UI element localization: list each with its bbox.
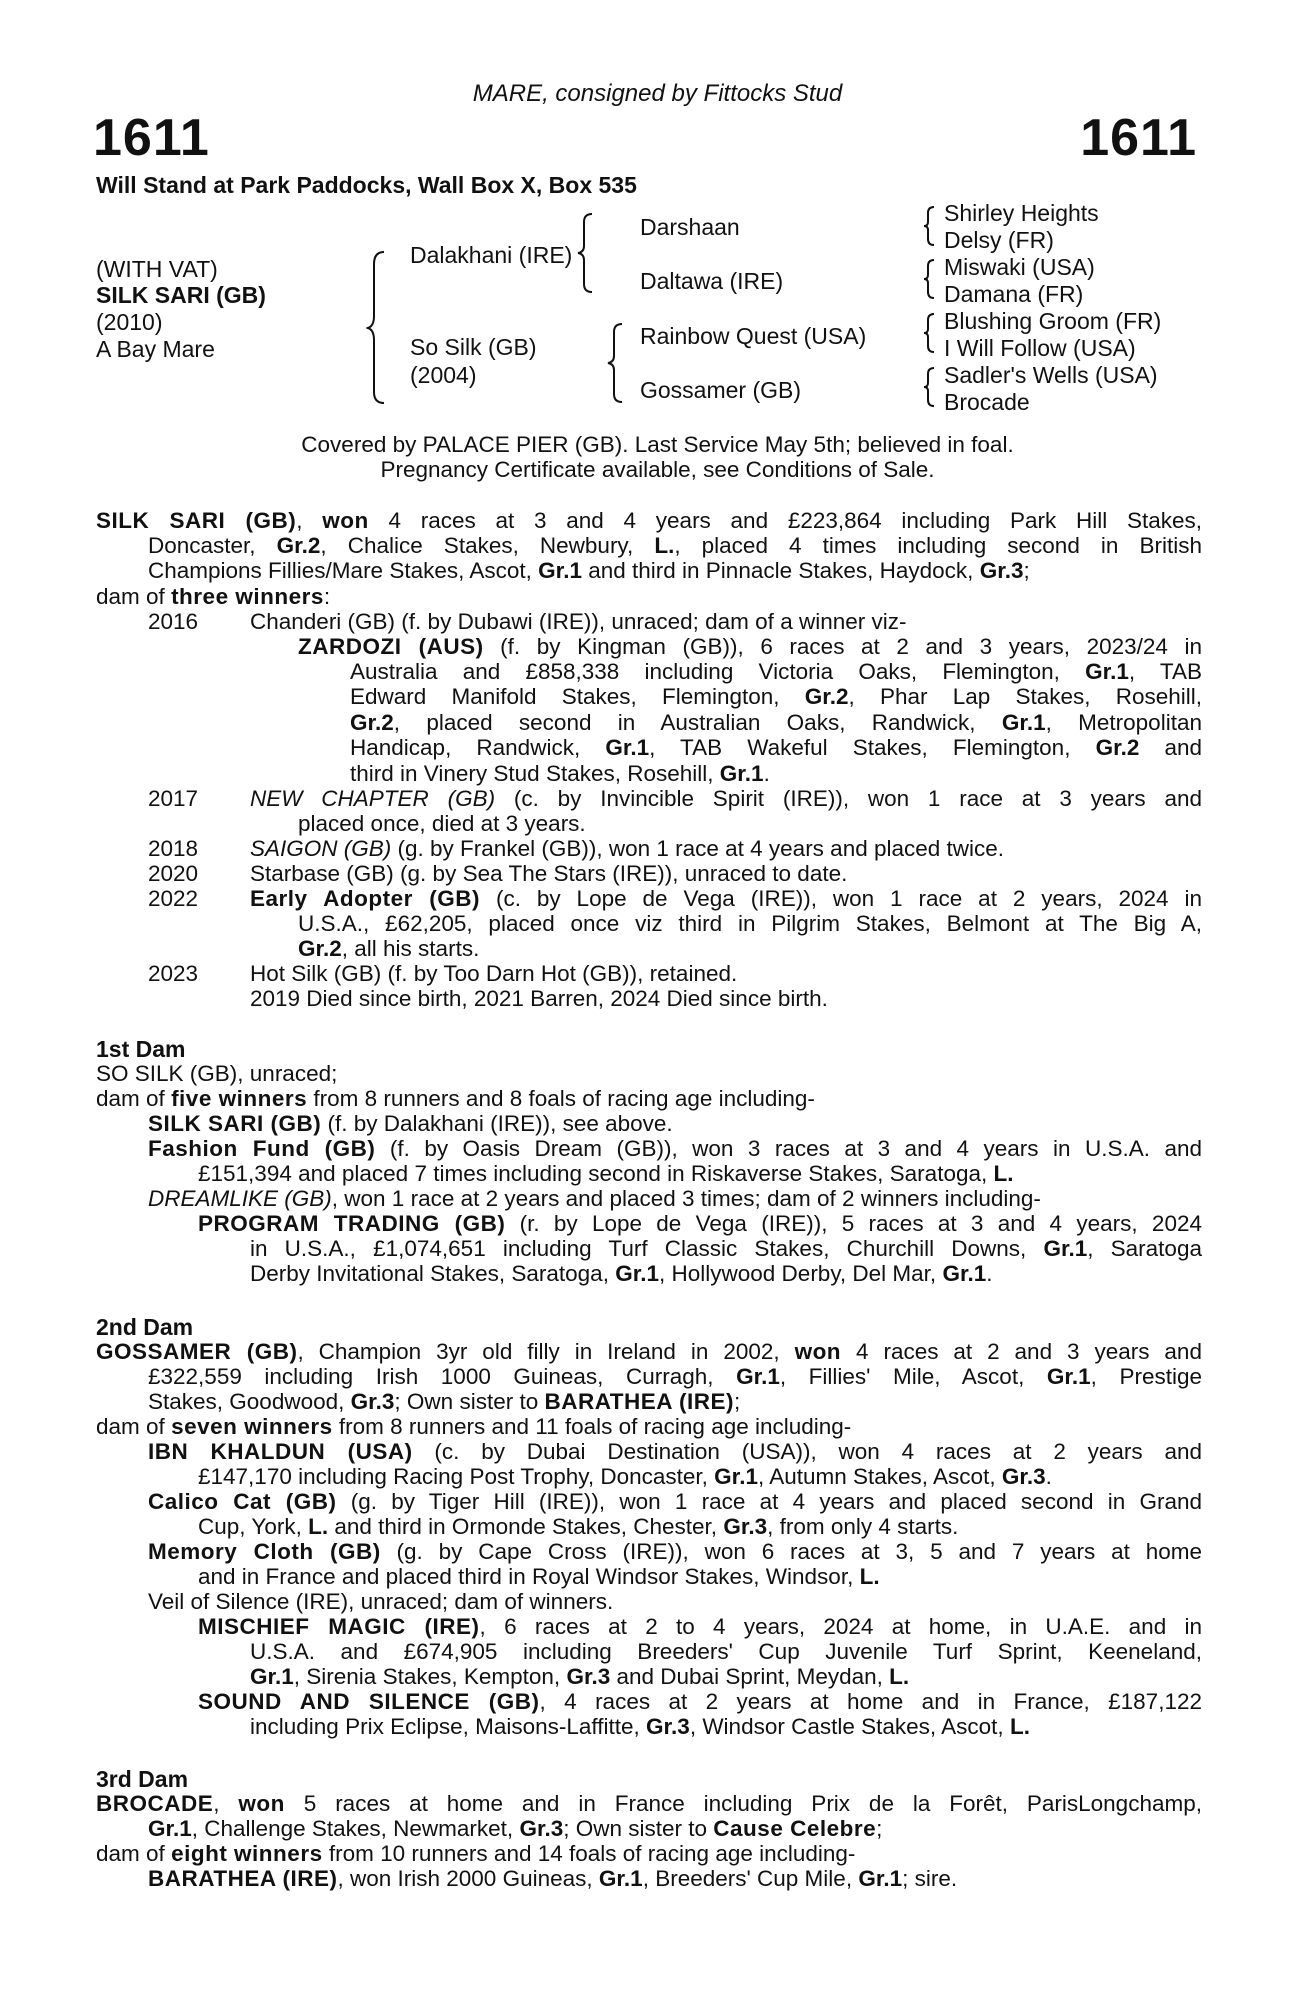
catalogue-subtitle: MARE, consigned by Fittocks Stud	[472, 80, 843, 107]
horse-name-bold: PROGRAM TRADING (GB)	[198, 1211, 506, 1236]
grade-label: Gr.2	[804, 684, 849, 710]
horse-name-bold: IBN KHALDUN (USA)	[148, 1439, 413, 1464]
pedigree-ggs3: Miswaki (USA)	[944, 254, 1095, 280]
record-text: (f. by Kingman (GB)), 6 races at 2 and 3 years, 2023/24 in	[500, 634, 1202, 659]
grade-label: Gr.1	[736, 1364, 780, 1389]
produce-year: 2023	[148, 961, 199, 986]
pedigree-dam: So Silk (GB)	[410, 334, 537, 360]
dam3-dam-of	[96, 1841, 855, 1866]
produce-text: placed once, died at 3 years.	[298, 811, 586, 836]
record-text: Handicap, Randwick,	[350, 735, 581, 761]
horse-name-bold: Memory Cloth (GB)	[148, 1539, 381, 1564]
grade-label: Gr.2	[350, 709, 394, 735]
horse-name-bold: ZARDOZI (AUS)	[298, 634, 484, 659]
winners-count: five winners	[171, 1086, 308, 1111]
dam1-foal	[148, 1111, 673, 1136]
horse-name: SILK SARI (GB)	[96, 282, 266, 308]
grade-label: Gr.3	[350, 1389, 395, 1415]
produce-name: Early Adopter (GB)	[250, 886, 481, 911]
record-text: , TAB Wakeful Stakes, Flemington,	[649, 735, 1071, 761]
produce-entry	[250, 836, 1004, 861]
race-record: SILK SARI (GB), won 4 races at 3 and 4 years and £223,864 including Park Hill Stakes,	[96, 508, 1202, 533]
grade-label: Gr.2	[298, 936, 342, 962]
record-text: from 8 runners and 11 foals of racing age including-	[338, 1414, 852, 1439]
grade-label: Gr.1	[858, 1866, 903, 1891]
stand-location: Will Stand at Park Paddocks, Wall Box X, Box 535	[96, 172, 637, 198]
record-text: , Phar Lap Stakes, Rosehill,	[848, 684, 1202, 710]
horse-name-bold: MISCHIEF MAGIC (IRE)	[198, 1614, 480, 1639]
dam2-heading: 2nd Dam	[96, 1314, 194, 1340]
zardozi-entry-cont	[350, 659, 1202, 786]
record-text: .	[986, 1261, 993, 1287]
record-text: dam of	[96, 1841, 165, 1866]
grade-label: Gr.1	[538, 558, 582, 584]
pedigree-ggs2: Delsy (FR)	[944, 227, 1054, 253]
dam2-foal: Veil of Silence (IRE), unraced; dam of winners.	[148, 1589, 614, 1614]
horse-year: (2010)	[96, 309, 163, 335]
record-text: , 4 races at 2 years at home and in France, £187,122	[539, 1689, 1202, 1714]
record-text: , Saratoga	[1087, 1236, 1202, 1261]
grade-label: Gr.3	[566, 1664, 611, 1690]
dam2-foal	[148, 1489, 1202, 1514]
race-record-cont	[148, 533, 1202, 584]
record-text: Champions Fillies/Mare Stakes, Ascot,	[148, 558, 532, 584]
record-text: .	[1045, 1464, 1052, 1489]
horse-name-bold: BROCADE	[96, 1791, 214, 1816]
pedigree-gs1: Darshaan	[640, 214, 740, 240]
record-text: (r. by Lope de Vega (IRE)), 5 races at 3 and 4 years, 2024	[519, 1211, 1202, 1236]
record-text: ;	[876, 1816, 883, 1841]
pedigree-brace-g3	[922, 312, 936, 354]
produce-entry	[250, 786, 1202, 811]
zardozi-entry	[298, 634, 1202, 659]
winners-count: three winners	[171, 584, 324, 609]
record-text: from 10 runners and 14 foals of racing age including-	[328, 1841, 856, 1866]
won-label: won	[322, 508, 369, 533]
listed-label: L.	[889, 1664, 910, 1690]
pedigree-ggs4: Damana (FR)	[944, 281, 1084, 307]
pedigree-gs2: Daltawa (IRE)	[640, 268, 784, 294]
dam1-heading: 1st Dam	[96, 1036, 186, 1062]
pedigree-brace-g4	[922, 366, 936, 408]
record-text: , Chalice Stakes, Newbury,	[320, 533, 634, 558]
grade-label: Gr.1	[714, 1464, 758, 1489]
pedigree-sire: Dalakhani (IRE)	[410, 242, 573, 268]
dam1-dam-of	[96, 1086, 815, 1111]
record-text: dam of	[96, 584, 165, 609]
produce-text: Starbase (GB) (g. by Sea The Stars (IRE)), unraced to date.	[250, 861, 848, 886]
grade-label: Gr.3	[519, 1816, 564, 1841]
record-text: and third in Pinnacle Stakes, Haydock,	[588, 558, 974, 584]
pedigree-dam-year: (2004)	[410, 362, 477, 388]
record-text: 4 races at 3 and 4 years and £223,864 including Park Hill Stakes,	[388, 508, 1202, 533]
dam2-grandfoal	[198, 1614, 1202, 1639]
record-text: , Fillies' Mile, Ascot,	[779, 1364, 1025, 1389]
pedigree-ggs8: Brocade	[944, 389, 1030, 415]
record-text: 5 races at home and in France including Prix de la Forêt, ParisLongchamp,	[303, 1791, 1202, 1816]
produce-name: NEW CHAPTER (GB)	[250, 786, 496, 811]
horse-name-bold: Fashion Fund (GB)	[148, 1136, 376, 1161]
dam2-grandfoal-cont	[250, 1639, 1202, 1690]
winners-count: eight winners	[171, 1841, 323, 1866]
dam2-foal-cont	[198, 1514, 958, 1539]
dam1-line: SO SILK (GB), unraced;	[96, 1061, 338, 1086]
listed-label: L.	[654, 533, 675, 558]
produce-entry-cont	[298, 911, 1202, 962]
record-text: Edward Manifold Stakes, Flemington,	[350, 684, 780, 710]
record-text: , Breeders' Cup Mile,	[642, 1866, 853, 1891]
horse-description: A Bay Mare	[96, 336, 215, 362]
record-text: ;	[1023, 558, 1030, 584]
dam1-grandfoal-cont	[250, 1236, 1202, 1287]
record-text: , Champion 3yr old filly in Ireland in 2002,	[297, 1339, 780, 1364]
record-text: and third in Ormonde Stakes, Chester,	[334, 1514, 718, 1539]
produce-text: Hot Silk (GB) (f. by Too Darn Hot (GB)), retained.	[250, 961, 738, 986]
pedigree-brace-g1	[922, 205, 936, 247]
dam1-foal	[148, 1136, 1202, 1161]
horse-name-bold: Cause Celebre	[713, 1816, 877, 1841]
record-text: dam of	[96, 1414, 165, 1439]
listed-label: L.	[1009, 1714, 1030, 1739]
record-text: and Dubai Sprint, Meydan,	[616, 1664, 883, 1690]
horse-name-bold: BARATHEA (IRE)	[148, 1866, 338, 1891]
grade-label: Gr.1	[1043, 1236, 1088, 1261]
record-text: (g. by Tiger Hill (IRE)), won 1 race at 4 years and placed second in Grand	[350, 1489, 1202, 1514]
record-text: ; Own sister to	[563, 1816, 708, 1841]
grade-label: Gr.3	[979, 558, 1024, 584]
pedigree-ggs6: I Will Follow (USA)	[944, 335, 1136, 361]
produce-entry	[250, 886, 1202, 911]
record-text: from 8 runners and 8 foals of racing age including-	[313, 1086, 815, 1111]
pedigree-ggs7: Sadler's Wells (USA)	[944, 362, 1158, 388]
record-text: , Prestige	[1090, 1364, 1202, 1389]
grade-label: Gr.1	[719, 760, 764, 786]
produce-year: 2016	[148, 609, 199, 634]
record-text: £147,170 including Racing Post Trophy, Doncaster,	[198, 1464, 708, 1489]
horse-name-bold: BARATHEA (IRE)	[544, 1389, 734, 1415]
dam2-foal	[148, 1539, 1202, 1564]
record-text: Doncaster,	[148, 533, 256, 558]
record-text: ; sire.	[902, 1866, 958, 1891]
dam2-record-cont	[148, 1364, 1202, 1415]
grade-label: Gr.1	[1046, 1364, 1091, 1389]
covered-line-2: Pregnancy Certificate available, see Conditions of Sale.	[380, 457, 935, 482]
grade-label: Gr.2	[1095, 735, 1140, 761]
grade-label: Gr.1	[605, 735, 650, 761]
dam2-grandfoal-cont	[250, 1714, 1030, 1739]
record-text: , Sirenia Stakes, Kempton,	[293, 1664, 561, 1690]
record-text: , TAB	[1128, 659, 1202, 684]
record-text: (f. by Dalakhani (IRE)), see above.	[327, 1111, 673, 1136]
grade-label: Gr.1	[1085, 659, 1129, 684]
produce-year: 2017	[148, 786, 199, 811]
record-text: ;	[733, 1389, 741, 1415]
dam1-foal	[148, 1186, 1041, 1211]
record-text: , placed 4 times including second in British	[674, 533, 1202, 558]
pedigree-gs3: Rainbow Quest (USA)	[640, 323, 867, 349]
won-label: won	[794, 1339, 842, 1364]
dam2-record	[96, 1339, 1202, 1364]
record-text: and in France and placed third in Royal Windsor Stakes, Windsor,	[198, 1564, 854, 1589]
record-text: (f. by Oasis Dream (GB)), won 3 races at 3 and 4 years in U.S.A. and	[389, 1136, 1202, 1161]
record-text: Australia and £858,338 including Victoria Oaks, Flemington,	[350, 659, 1060, 684]
record-text: ; Own sister to	[394, 1389, 539, 1415]
covered-line-1: Covered by PALACE PIER (GB). Last Service May 5th; believed in foal.	[301, 432, 1014, 457]
listed-label: L.	[993, 1161, 1014, 1186]
pedigree-ggs1: Shirley Heights	[944, 200, 1099, 226]
listed-label: L.	[308, 1514, 329, 1539]
record-text: Derby Invitational Stakes, Saratoga,	[250, 1261, 609, 1287]
record-text: , Windsor Castle Stakes, Ascot,	[689, 1714, 1004, 1739]
record-text: , Autumn Stakes, Ascot,	[757, 1464, 996, 1489]
dam3-foal	[148, 1866, 957, 1891]
vat-note: (WITH VAT)	[96, 256, 218, 282]
record-text: £322,559 including Irish 1000 Guineas, Curragh,	[148, 1364, 714, 1389]
produce-name: DREAMLIKE (GB)	[148, 1186, 332, 1211]
dam1-foal-cont	[198, 1161, 1014, 1186]
record-text: U.S.A. and £674,905 including Breeders' Cup Juvenile Turf Sprint, Keeneland,	[250, 1639, 1202, 1664]
dam2-grandfoal	[198, 1689, 1202, 1714]
record-text: Cup, York,	[198, 1514, 302, 1539]
produce-text: Chanderi (GB) (f. by Dubawi (IRE)), unraced; dam of a winner viz-	[250, 609, 907, 634]
dam2-foal-cont	[198, 1464, 1052, 1489]
produce-year: 2020	[148, 861, 199, 886]
dam3-record-cont	[148, 1816, 882, 1841]
winners-count: seven winners	[171, 1414, 333, 1439]
record-text: £151,394 and placed 7 times including second in Riskaverse Stakes, Saratoga,	[198, 1161, 988, 1186]
horse-name-bold: GOSSAMER (GB)	[96, 1339, 298, 1364]
record-text: Stakes, Goodwood,	[148, 1389, 345, 1415]
produce-year: 2022	[148, 886, 199, 911]
produce-text: 2019 Died since birth, 2021 Barren, 2024 Died since birth.	[250, 986, 828, 1011]
produce-text: (g. by Frankel (GB)), won 1 race at 4 years and placed twice.	[397, 836, 1005, 861]
lot-number-right: 1611	[1080, 109, 1197, 167]
dam1-grandfoal	[198, 1211, 1202, 1236]
pedigree-gs4: Gossamer (GB)	[640, 377, 802, 403]
horse-name-bold: SILK SARI (GB)	[148, 1111, 322, 1136]
grade-label: Gr.1	[1001, 709, 1046, 735]
dam-of-line	[96, 584, 330, 609]
record-text: (g. by Cape Cross (IRE)), won 6 races at 3, 5 and 7 years at home	[396, 1539, 1202, 1564]
record-text: :	[323, 584, 331, 609]
record-text: , Metropolitan	[1045, 709, 1202, 735]
record-text: third in Vinery Stud Stakes, Rosehill,	[350, 760, 714, 786]
record-text: and	[1164, 735, 1202, 761]
produce-text: (c. by Invincible Spirit (IRE)), won 1 race at 3 years and	[513, 786, 1202, 811]
pedigree-brace-dam	[606, 322, 626, 404]
pedigree-ggs5: Blushing Groom (FR)	[944, 308, 1162, 334]
record-text: dam of	[96, 1086, 165, 1111]
record-text: .	[763, 760, 770, 786]
grade-label: Gr.3	[1001, 1464, 1046, 1489]
grade-label: Gr.3	[723, 1514, 768, 1539]
dam2-foal	[148, 1439, 1202, 1464]
produce-name: SAIGON (GB)	[250, 836, 392, 861]
grade-label: Gr.1	[250, 1664, 294, 1690]
dam3-heading: 3rd Dam	[96, 1766, 189, 1792]
produce-text: , all his starts.	[341, 936, 480, 962]
listed-label: L.	[859, 1564, 880, 1589]
record-text: , Challenge Stakes, Newmarket,	[191, 1816, 514, 1841]
produce-year: 2018	[148, 836, 199, 861]
record-text: 4 races at 2 and 3 years and	[856, 1339, 1202, 1364]
produce-text: U.S.A., £62,205, placed once viz third in Pilgrim Stakes, Belmont at The Big A,	[298, 911, 1202, 936]
record-text: , won 1 race at 2 years and placed 3 times; dam of 2 winners including-	[331, 1186, 1041, 1211]
lot-number-left: 1611	[93, 109, 210, 167]
pedigree-brace-g2	[922, 258, 936, 300]
dam2-foal-cont	[198, 1564, 880, 1589]
grade-label: Gr.3	[646, 1714, 690, 1739]
horse-name-bold: SOUND AND SILENCE (GB)	[198, 1689, 540, 1714]
horse-name-bold: Calico Cat (GB)	[148, 1489, 337, 1514]
pedigree-brace-main	[366, 250, 388, 405]
dam3-record: BROCADE, won 5 races at home and in France including Prix de la Forêt, ParisLongchamp,	[96, 1791, 1202, 1816]
record-text: , Hollywood Derby, Del Mar,	[659, 1261, 937, 1287]
won-label: won	[238, 1791, 285, 1816]
dam2-dam-of	[96, 1414, 851, 1439]
record-text: , placed second in Australian Oaks, Randwick,	[393, 709, 976, 735]
grade-label: Gr.1	[615, 1261, 659, 1287]
record-text: , won Irish 2000 Guineas,	[337, 1866, 593, 1891]
grade-label: Gr.2	[276, 533, 321, 558]
pedigree-brace-sire	[576, 212, 596, 294]
record-text: in U.S.A., £1,074,651 including Turf Classic Stakes, Churchill Downs,	[250, 1236, 1027, 1261]
produce-text: (c. by Lope de Vega (IRE)), won 1 race at 2 years, 2024 in	[495, 886, 1202, 911]
record-text: , 6 races at 2 to 4 years, 2024 at home, in U.A.E. and in	[479, 1614, 1202, 1639]
grade-label: Gr.1	[598, 1866, 643, 1891]
horse-name-bold: SILK SARI (GB)	[96, 508, 297, 533]
record-text: , from only 4 starts.	[767, 1514, 959, 1539]
grade-label: Gr.1	[148, 1816, 192, 1841]
record-text: (c. by Dubai Destination (USA)), won 4 races at 2 years and	[434, 1439, 1202, 1464]
record-text: including Prix Eclipse, Maisons-Laffitte,	[250, 1714, 640, 1739]
grade-label: Gr.1	[942, 1261, 987, 1287]
